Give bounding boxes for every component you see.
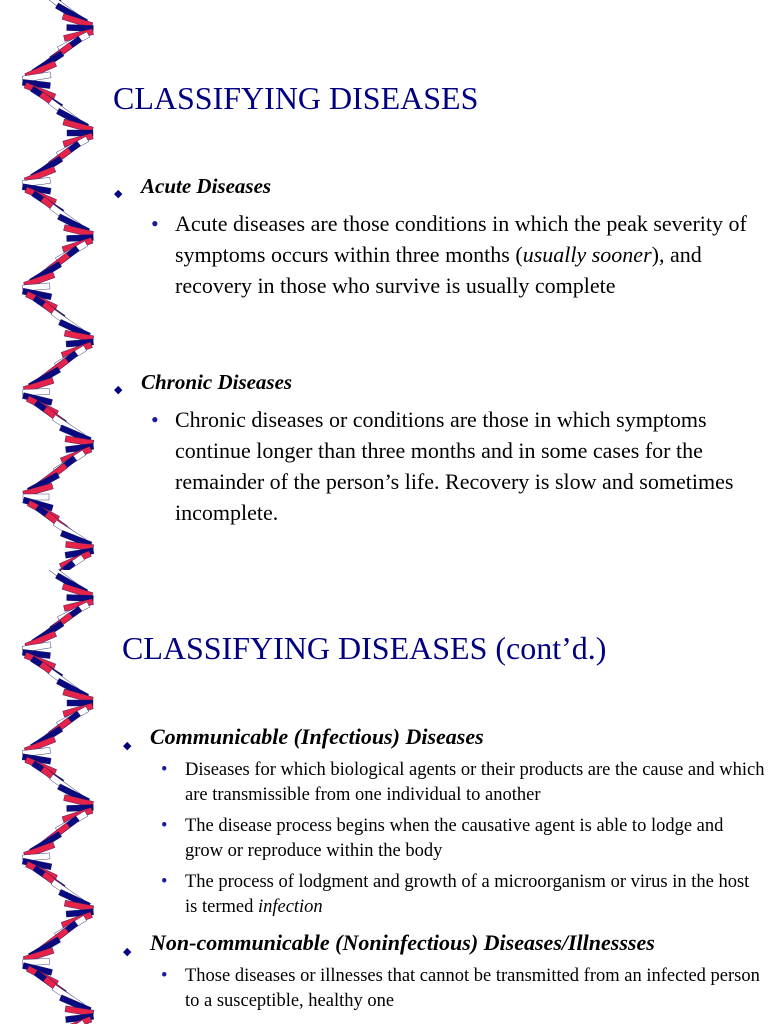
communicable-bullet-1: • Diseases for which biological agents or their products are the cause and which are transmissible from one individual to another [185,758,765,808]
acute-text-part-1: Acute diseases are those conditions in which the peak severity of symptoms occurs within three months ( [175,211,747,267]
bullet-3-italic: infection [257,897,323,917]
section-acute-diseases [113,172,753,301]
slide-2 [0,570,768,1024]
acute-diseases-definition [175,208,753,301]
heading-chronic-diseases: ◆ Chronic Diseases [113,368,753,396]
acute-text-italic: usually sooner [522,242,652,267]
slide-1-title: CLASSIFYING DISEASES [113,80,479,116]
acute-text-part-2: ), and recovery in those who survive is usually complete [175,242,702,298]
section-non-communicable-diseases [122,928,762,1014]
communicable-bullet-3 [185,870,765,920]
section-chronic-diseases [113,368,753,528]
decorative-ribbon-left [0,0,110,570]
heading-communicable-diseases: ◆ Communicable (Infectious) Diseases [122,722,762,752]
ribbon-segment [43,561,75,570]
communicable-bullet-2: • The disease process begins when the causative agent is able to lodge and grow or reproduce within the body [185,814,765,864]
non-communicable-bullet-1: • Those diseases or illnesses that cannot be transmitted from an infected person to a susceptible, healthy one [185,964,765,1014]
heading-acute-diseases: ◆ Acute Diseases [113,172,753,200]
heading-non-communicable-diseases: ◆ Non-communicable (Noninfectious) Diseases/Illnessses [122,928,762,958]
chronic-diseases-definition: • Chronic diseases or conditions are those in which symptoms continue longer than three months and in some cases for the remainder of the person’s life. Recovery is slow and sometimes incomplete. [175,404,753,528]
decorative-ribbon-left [0,570,110,1024]
section-communicable-diseases [122,722,765,920]
slide-2-title: CLASSIFYING DISEASES (cont’d.) [122,630,607,666]
bullet-3-text: The process of lodgment and growth of a microorganism or virus in the host is termed [185,872,750,917]
